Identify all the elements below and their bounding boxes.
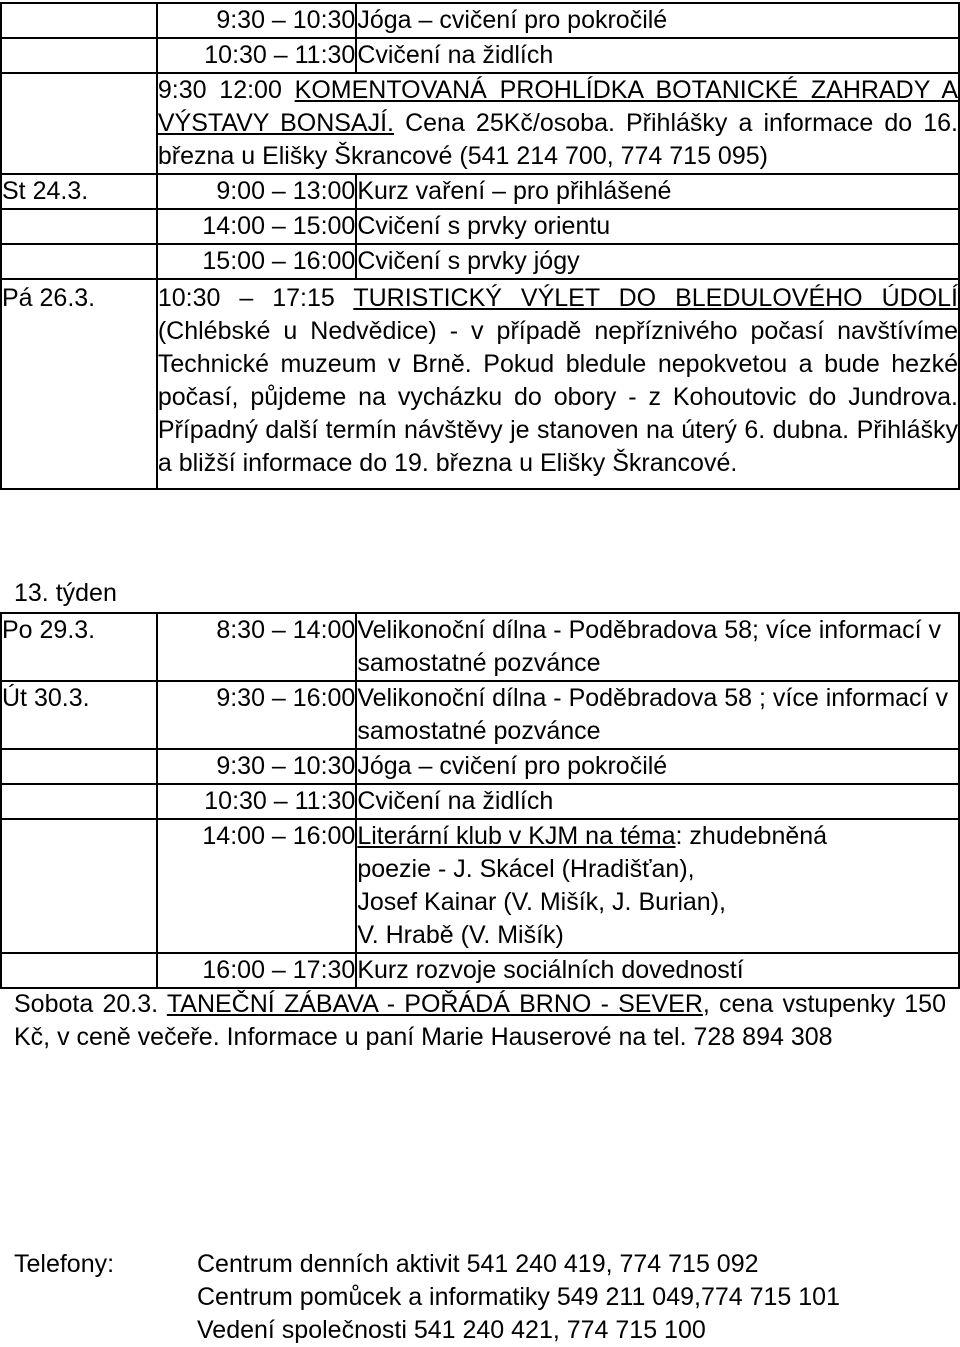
- day-cell: [1, 244, 157, 279]
- time-cell: 14:00 – 16:00: [157, 819, 356, 953]
- time-cell: 10:30 – 11:30: [157, 38, 356, 73]
- activity-cell: Jóga – cvičení pro pokročilé: [356, 749, 959, 784]
- activity-cell: Kurz vaření – pro přihlášené: [356, 174, 959, 209]
- activity-cell: Cvičení na židlích: [356, 784, 959, 819]
- time-cell: 9:00 – 13:00: [157, 174, 356, 209]
- day-cell: [1, 3, 157, 38]
- day-cell: [1, 784, 157, 819]
- activity-cell: Cvičení s prvky orientu: [356, 209, 959, 244]
- activity-cell: [356, 819, 959, 953]
- time-cell: 9:30 – 16:00: [157, 681, 356, 749]
- day-cell: [1, 953, 157, 988]
- time-cell: 9:30 – 10:30: [157, 3, 356, 38]
- time-cell: 16:00 – 17:30: [157, 953, 356, 988]
- time-cell: 10:30 – 11:30: [157, 784, 356, 819]
- time-cell: 9:30 – 10:30: [157, 749, 356, 784]
- time-cell: 8:30 – 14:00: [157, 613, 356, 681]
- table-row: [1, 244, 959, 279]
- time-cell: 14:00 – 15:00: [157, 209, 356, 244]
- table-row: [1, 209, 959, 244]
- table-row: [1, 953, 959, 988]
- event-title: TURISTICKÝ VÝLET DO BLEDULOVÉHO ÚDOLÍ: [353, 284, 958, 312]
- table-row: [1, 784, 959, 819]
- phone-line: Centrum pomůcek a informatiky 549 211 049,774 715 101: [197, 1283, 840, 1311]
- activity-cell: Cvičení s prvky jógy: [356, 244, 959, 279]
- table-row: [1, 3, 959, 38]
- activity-cell: Kurz rozvoje sociálních dovedností: [356, 953, 959, 988]
- activity-line: Literární klub v KJM na téma: zhudebněná: [357, 822, 828, 850]
- table-row: [1, 38, 959, 73]
- event-title: TANEČNÍ ZÁBAVA - POŘÁDÁ BRNO - SEVER: [166, 990, 703, 1018]
- table-row: [1, 681, 959, 749]
- day-cell: [1, 749, 157, 784]
- time-text: 10:30 – 17:15: [157, 284, 335, 312]
- activity-cell: Velikonoční dílna - Poděbradova 58 ; více informací v samostatné pozvánce: [356, 681, 959, 749]
- activity-cell: [157, 279, 959, 489]
- activity-cell: Jóga – cvičení pro pokročilé: [356, 3, 959, 38]
- activity-line: Josef Kainar (V. Mišík, J. Burian),: [357, 888, 726, 916]
- activity-cell: [157, 73, 959, 174]
- day-cell: Pá 26.3.: [1, 279, 157, 489]
- phones-label: Telefony:: [14, 1250, 115, 1278]
- time-cell: 15:00 – 16:00: [157, 244, 356, 279]
- table-row: [1, 73, 959, 174]
- table-row: [1, 174, 959, 209]
- phone-line: Centrum denních aktivit 541 240 419, 774 715 092: [197, 1250, 759, 1278]
- event-title: KOMENTOVANÁ PROHLÍDKA BOTANICKÉ ZAHRADY A VÝSTAVY BONSAJÍ.: [157, 76, 958, 137]
- day-cell: Út 30.3.: [1, 681, 157, 749]
- saturday-event: Sobota 20.3. TANEČNÍ ZÁBAVA - POŘÁDÁ BRNO - SEVER, cena vstupenky 150 Kč, v ceně večeře. Informace u paní Marie Hauserové na tel. 728 894 308: [14, 990, 946, 1051]
- phones-list: [197, 1248, 840, 1347]
- table-row: [1, 749, 959, 784]
- table-row: [1, 279, 959, 489]
- time-text: 9:30 12:00: [157, 76, 282, 104]
- activity-line: V. Hrabě (V. Mišík): [357, 921, 564, 949]
- day-cell: [1, 209, 157, 244]
- schedule-table-week13: [0, 612, 960, 989]
- table-row: [1, 819, 959, 953]
- table-row: [1, 613, 959, 681]
- week-label: 13. týden: [14, 579, 117, 607]
- activity-cell: Velikonoční dílna - Poděbradova 58; více informací v samostatné pozvánce: [356, 613, 959, 681]
- event-title: Literární klub v KJM na téma: [357, 822, 676, 850]
- day-cell: [1, 73, 157, 174]
- event-details: Cena 25Kč/osoba. Přihlášky a informace do 16. března u Elišky Škrancové (541 214 700, 774 715 095): [157, 109, 958, 170]
- day-cell: St 24.3.: [1, 174, 157, 209]
- phone-line: Vedení společnosti 541 240 421, 774 715 100: [197, 1316, 706, 1344]
- event-details: (Chlébské u Nedvědice) - v případě nepříznivého počasí navštívíme Technické muzeum v Brně. Pokud bledule nepokvetou a bude hezké počasí, půjdeme na vycházku do obory - z Kohoutovic do Jundrova. Případný další termín návštěvy je stanoven na úterý 6. dubna. Přihlášky a bližší informace do 19. března u Elišky Škrancové.: [157, 317, 958, 477]
- schedule-table-week12: [0, 2, 960, 490]
- activity-cell: Cvičení na židlích: [356, 38, 959, 73]
- activity-line: poezie - J. Skácel (Hradišťan),: [357, 855, 695, 883]
- day-cell: Po 29.3.: [1, 613, 157, 681]
- day-cell: [1, 38, 157, 73]
- day-cell: [1, 819, 157, 953]
